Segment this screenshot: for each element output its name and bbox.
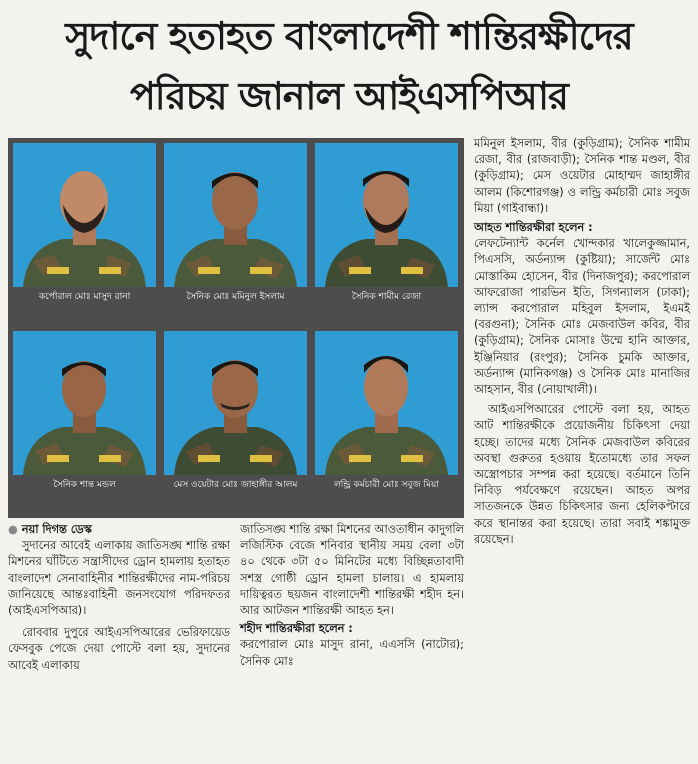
subheading: আহত শান্তিরক্ষীরা হলেন : <box>474 221 593 235</box>
dateline: ● নয়া দিগন্ত ডেস্ক <box>8 523 92 536</box>
photo-caption: মেস ওয়েটার মোঃ জাহাঙ্গীর আলম <box>173 480 298 490</box>
photo-card <box>315 331 458 494</box>
photo-caption: লন্ড্রি কর্মচারী মোঃ সবুজ মিয়া <box>334 480 439 490</box>
paragraph: জাতিসঙ্ঘ শান্তি রক্ষা মিশনের আওতাধীন কাদুগলি লজিস্টিক বেজে শনিবার স্থানীয় সময় বেলা ৩টা ৪০ থেকে ৩টা ৫০ মিনিটের মধ্যে বিচ্ছিন্নতাবাদী সশস্ত্র গোষ্ঠী ড্রোন হামলা চালায়। এ হামলায় দায়িত্বরত ছয়জন বাংলাদেশী শান্তিরক্ষী শহীদ হন। আর আটজন শান্তিরক্ষী আহত হন। <box>240 523 464 618</box>
article-column-2 <box>240 522 464 670</box>
subheading: শহীদ শান্তিরক্ষীরা হলেন : <box>240 622 353 636</box>
photo-caption: কর্পোরাল মোঃ মাসুদ রানা <box>38 292 131 302</box>
soldier-portrait-icon <box>164 143 307 287</box>
portrait-photo <box>13 331 156 475</box>
paragraph: রোববার দুপুরে আইএসপিআরের ভেরিফায়েড ফেসবুক পেজে দেয়া পোস্টে বলা হয়, সুদানের আবেই এলাকায় <box>8 626 230 672</box>
photo-caption: সৈনিক মোঃ মমিনুল ইসলাম <box>186 292 285 302</box>
paragraph: করপোরাল মোঃ মাসুদ রানা, এএসসি (নাটোর); সৈনিক মোঃ <box>240 638 464 668</box>
headline-line-2: পরিচয় জানাল আইএসপিআর <box>130 74 568 118</box>
portrait-photo <box>13 143 156 287</box>
headline-line-1: সুদানে হতাহত বাংলাদেশী শান্তিরক্ষীদের <box>65 14 633 58</box>
headline <box>0 0 698 132</box>
photo-caption: সৈনিক শামীম রেজা <box>351 292 422 302</box>
article-column-3 <box>474 136 690 548</box>
photo-card <box>164 143 307 306</box>
photo-caption: সৈনিক শান্ত মন্ডল <box>53 480 116 490</box>
paragraph: মমিনুল ইসলাম, বীর (কুড়িগ্রাম); সৈনিক শামীম রেজা, বীর (রাজবাড়ী); সৈনিক শান্ত মণ্ডল, বীর (কুড়িগ্রাম); মেস ওয়েটার মোহাম্মদ জাহাঙ্গীর আলম (কিশোরগঞ্জ) ও লন্ড্রি কর্মচারী মোঃ সবুজ মিয়া (গাইবান্ধা)। <box>474 137 690 215</box>
article-column-1 <box>8 522 230 674</box>
photo-card <box>13 143 156 306</box>
soldier-portrait-icon <box>164 331 307 475</box>
paragraph: লেফটেন্যান্ট কর্নেল খোন্দকার খালেকুজ্জামান, পিএসসি, অর্ডন্যান্স (কুষ্টিয়া); সার্জেন্ট মোঃ মোস্তাকিম হোসেন, বীর (দিনাজপুর); করপোরাল আফরোজা পারভিন ইতি, সিগন্যালস (ঢাকা); ল্যান্স করপোরাল মহিবুল ইসলাম, ইএমই (বরগুনা); সৈনিক মোঃ মেজবাউল কবির, বীর (কুড়িগ্রাম); সৈনিক মোসাঃ উম্মে হানি আক্তার, ইঞ্জিনিয়ার (রংপুর); সৈনিক চুমকি আক্তার, অর্ডন্যান্স (মানিকগঞ্জ) ও সৈনিক মোঃ মানাজির আহসান, বীর (নোয়াখালী)। <box>474 237 690 397</box>
soldier-portrait-icon <box>13 331 156 475</box>
photo-card <box>315 143 458 306</box>
portrait-photo <box>315 143 458 287</box>
photo-card <box>13 331 156 494</box>
photo-grid <box>8 138 464 518</box>
paragraph: আইএসপিআরের পোস্টে বলা হয়, আহত আট শান্তিরক্ষীকে প্রয়োজনীয় চিকিৎসা দেয়া হচ্ছে। তাদের মধ্যে সৈনিক মেজবাউল কবিরের অবস্থা গুরুতর হওয়ায় ইতোমধ্যে তার সফল অস্ত্রোপচার সম্পন্ন করা হয়েছে। বর্তমানে তিনি নিবিড় পর্যবেক্ষণে রয়েছেন। আহত অপর সাতজনকে উন্নত চিকিৎসার জন্য হেলিকপ্টারে করে স্থানান্তর করা হয়েছে। তারা সবাই শঙ্কামুক্ত রয়েছেন। <box>474 403 690 546</box>
paragraph: সুদানের আবেই এলাকায় জাতিসঙ্ঘ শান্তি রক্ষা মিশনের ঘাঁটিতে সন্ত্রাসীদের ড্রোন হামলায় হতাহত বাংলাদেশ সেনাবাহিনীর শান্তিরক্ষীদের নাম-পরিচয় জানিয়েছে আন্তঃবাহিনী জনসংযোগ পরিদফতর (আইএসপিআর)। <box>8 539 230 618</box>
photo-card <box>164 331 307 494</box>
bullet-icon: ● <box>8 523 18 536</box>
soldier-portrait-icon <box>13 143 156 287</box>
soldier-portrait-icon <box>315 143 458 287</box>
portrait-photo <box>164 331 307 475</box>
soldier-portrait-icon <box>315 331 458 475</box>
portrait-photo <box>315 331 458 475</box>
portrait-photo <box>164 143 307 287</box>
